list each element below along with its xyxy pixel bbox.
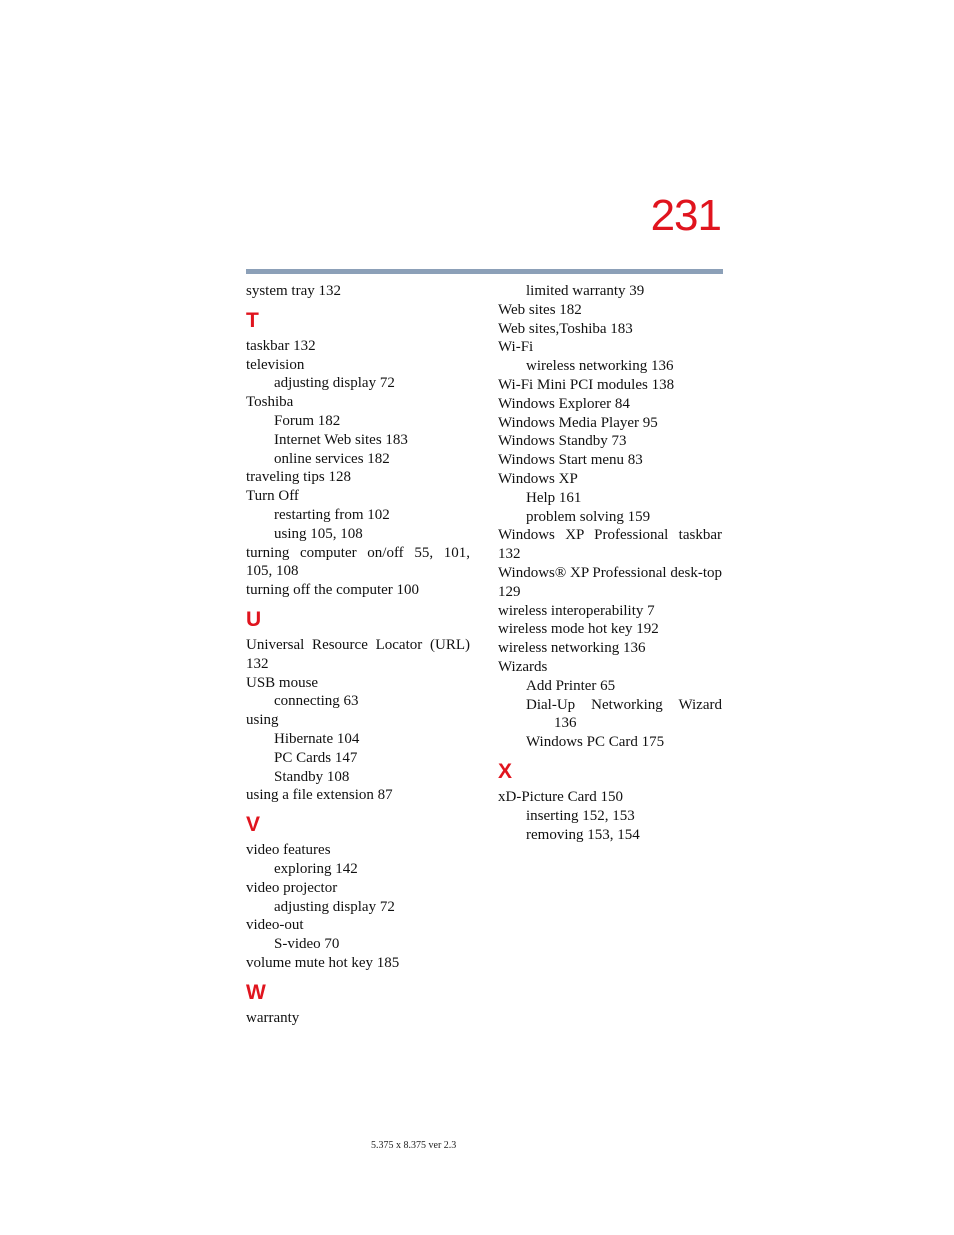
index-column-right	[498, 282, 722, 844]
index-entry: Wi-Fi Mini PCI modules 138	[498, 376, 675, 393]
index-entry: xD-Picture Card 150	[498, 788, 623, 805]
index-entry: Toshiba	[246, 394, 294, 411]
index-section-letter: U	[246, 607, 262, 631]
index-subentry: using 105, 108	[274, 525, 363, 542]
index-subentry: inserting 152, 153	[526, 807, 635, 824]
index-entry: Web sites,Toshiba 183	[498, 320, 633, 337]
index-entry: USB mouse	[246, 674, 319, 691]
index-subentry: wireless networking 136	[526, 358, 674, 375]
index-entry: volume mute hot key 185	[246, 954, 400, 971]
index-subentry-continuation: 136	[554, 715, 577, 732]
index-subentry: Help 161	[526, 489, 582, 506]
index-entry: Web sites 182	[498, 301, 582, 318]
index-subentry: S-video 70	[274, 936, 340, 953]
index-entry: Windows Standby 73	[498, 433, 627, 450]
index-subentry: exploring 142	[274, 860, 358, 877]
index-entry: Windows Start menu 83	[498, 452, 643, 469]
index-subentry: Internet Web sites 183	[274, 431, 408, 448]
index-subentry: Hibernate 104	[274, 730, 360, 747]
index-entry: turning off the computer 100	[246, 582, 420, 599]
index-entry: wireless networking 136	[498, 640, 646, 657]
index-subentry: connecting 63	[274, 693, 359, 710]
index-section-letter: V	[246, 813, 261, 837]
index-entry: Universal Resource Locator (URL) 132	[246, 636, 470, 672]
index-entry: warranty	[246, 1009, 300, 1026]
index-subentry: restarting from 102	[274, 506, 390, 523]
index-subentry: removing 153, 154	[526, 826, 640, 843]
index-subentry: Add Printer 65	[526, 677, 616, 694]
index-entry: video-out	[246, 917, 304, 934]
index-section-letter: X	[498, 759, 513, 783]
index-subentry: Forum 182	[274, 412, 341, 429]
index-entry: video projector	[246, 879, 338, 896]
index-subentry: PC Cards 147	[274, 749, 358, 766]
index-entry: Windows Media Player 95	[498, 414, 658, 431]
index-subentry: Windows PC Card 175	[526, 734, 665, 751]
page-number: 231	[650, 191, 721, 240]
index-subentry: online services 182	[274, 450, 390, 467]
index-subentry: problem solving 159	[526, 508, 651, 525]
index-entry: Windows XP	[498, 470, 578, 487]
index-entry: Wizards	[498, 658, 548, 675]
index-entry: Windows Explorer 84	[498, 395, 630, 412]
index-subentry: limited warranty 39	[526, 283, 645, 299]
index-entry: television	[246, 356, 305, 373]
index-column-left	[246, 282, 470, 1028]
index-entry: using	[246, 712, 279, 729]
index-entry: turning computer on/off 55, 101, 105, 108	[246, 544, 470, 580]
index-entry: video features	[246, 842, 331, 859]
index-entry: traveling tips 128	[246, 469, 351, 486]
index-entry: using a file extension 87	[246, 787, 393, 804]
index-subentry: Dial-Up Networking Wizard	[526, 696, 722, 713]
header-rule	[246, 269, 723, 274]
index-entry: Turn Off	[246, 488, 299, 505]
index-entry: system tray 132	[246, 283, 341, 299]
index-entry: wireless mode hot key 192	[498, 621, 659, 638]
index-entry: taskbar 132	[246, 337, 316, 354]
footer-version: 5.375 x 8.375 ver 2.3	[371, 1140, 457, 1151]
index-section-letter: W	[246, 980, 266, 1004]
index-subentry: adjusting display 72	[274, 898, 395, 915]
index-entry: Wi-Fi	[498, 339, 534, 356]
index-entry: Windows® XP Professional desk-top 129	[498, 564, 722, 600]
index-section-letter: T	[246, 308, 259, 332]
index-entry: Windows XP Professional taskbar 132	[498, 527, 722, 563]
index-subentry: adjusting display 72	[274, 375, 395, 392]
index-entry: wireless interoperability 7	[498, 602, 655, 619]
index-subentry: Standby 108	[274, 768, 350, 785]
